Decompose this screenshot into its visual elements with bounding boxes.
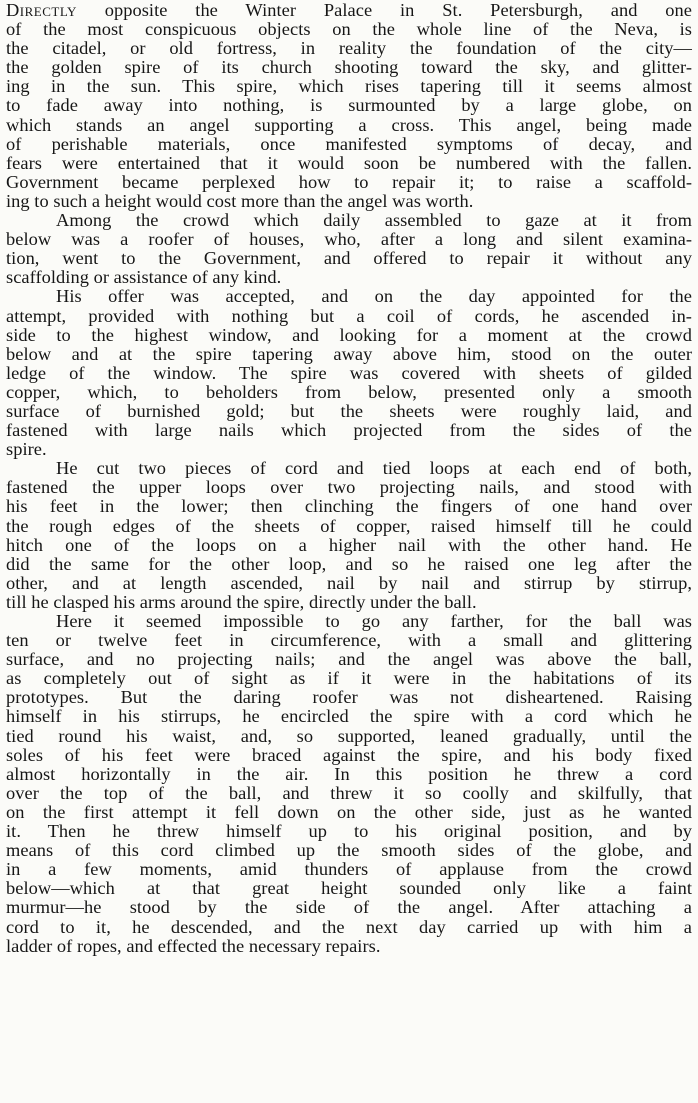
text-line: side to the highest window, and looking for a moment at the crowd (6, 324, 692, 345)
text-line (6, 1, 692, 20)
paragraph (6, 612, 692, 956)
text-line: ten or twelve feet in circumference, with a small and glittering (6, 630, 692, 651)
lead-word: Directly (6, 0, 77, 20)
text-line: as completely out of sight as if it were in the habitations of its (6, 668, 692, 689)
text-line: tion, went to the Government, and offered to repair it without any (6, 248, 692, 269)
text-line: the golden spire of its church shooting toward the sky, and glitter- (6, 57, 692, 78)
text-line: on the first attempt it fell down on the other side, just as he wanted (6, 801, 692, 822)
line-text: opposite the Winter Palace in St. Petersburgh, and one (76, 0, 692, 20)
text-line: till he clasped his arms around the spire, directly under the ball. (6, 591, 477, 612)
paragraph (6, 1, 692, 211)
text-line: His offer was accepted, and on the day appointed for the (56, 286, 692, 307)
text-line: copper, which, to beholders from below, presented only a smooth (6, 381, 692, 402)
text-line: ing to such a height would cost more than the angel was worth. (6, 190, 474, 211)
text-line: did the same for the other loop, and so he raised one leg after the (6, 553, 692, 574)
text-line: it. Then he threw himself up to his original position, and by (6, 821, 692, 842)
text-line: Government became perplexed how to repair it; to raise a scaffold- (6, 171, 692, 192)
text-line: ledge of the window. The spire was covered with sheets of gilded (6, 362, 692, 383)
text-line: which stands an angel supporting a cross. This angel, being made (6, 114, 692, 135)
text-line: fears were entertained that it would soon be numbered with the fallen. (6, 152, 692, 173)
text-line: below—which at that great height sounded only like a faint (6, 878, 692, 899)
paragraph (6, 287, 692, 459)
text-line: murmur—he stood by the side of the angel. After attaching a (6, 897, 692, 918)
text-line: over the top of the ball, and threw it so coolly and skilfully, that (6, 782, 692, 803)
text-line: cord to it, he descended, and the next day carried up with him a (6, 916, 692, 937)
text-line: tied round his waist, and, so supported, leaned gradually, until the (6, 725, 692, 746)
text-line: surface of burnished gold; but the sheets were roughly laid, and (6, 400, 692, 421)
text-line: attempt, provided with nothing but a coil of cords, he ascended in- (6, 305, 692, 326)
text-line: fastened with large nails which projected from the sides of the (6, 420, 692, 441)
text-line: Here it seemed impossible to go any farther, for the ball was (56, 611, 692, 631)
text-line: means of this cord climbed up the smooth sides of the globe, and (6, 840, 692, 861)
text-line: below was a roofer of houses, who, after a long and silent examina- (6, 229, 692, 250)
text-line: scaffolding or assistance of any kind. (6, 267, 282, 288)
text-line: almost horizontally in the air. In this position he threw a cord (6, 763, 692, 784)
text-line: Among the crowd which daily assembled to gaze at it from (56, 210, 692, 231)
text-line: the citadel, or old fortress, in reality the foundation of the city— (6, 38, 692, 59)
text-line: He cut two pieces of cord and tied loops at each end of both, (56, 458, 692, 479)
text-line: spire. (6, 439, 47, 460)
paragraph (6, 211, 692, 287)
text-line: below and at the spire tapering away above him, stood on the outer (6, 343, 692, 364)
text-line: surface, and no projecting nails; and the angel was above the ball, (6, 649, 692, 670)
text-line: in a few moments, amid thunders of applause from the crowd (6, 859, 692, 880)
text-line: fastened the upper loops over two projecting nails, and stood with (6, 477, 692, 498)
text-line: of the most conspicuous objects on the whole line of the Neva, is (6, 19, 692, 40)
text-line: to fade away into nothing, is surmounted by a large globe, on (6, 95, 692, 116)
text-line: ladder of ropes, and effected the necessary repairs. (6, 935, 381, 956)
article-body (6, 1, 692, 956)
text-line: prototypes. But the daring roofer was not disheartened. Raising (6, 687, 692, 708)
text-line: his feet in the lower; then clinching the fingers of one hand over (6, 496, 692, 517)
text-line: of perishable materials, once manifested symptoms of decay, and (6, 133, 692, 154)
text-line: the rough edges of the sheets of copper, raised himself till he could (6, 515, 692, 536)
text-line: ing in the sun. This spire, which rises tapering till it seems almost (6, 76, 692, 97)
text-line: hitch one of the loops on a higher nail with the other hand. He (6, 534, 692, 555)
paragraph (6, 459, 692, 612)
text-line: other, and at length ascended, nail by nail and stirrup by stirrup, (6, 572, 692, 593)
text-line: soles of his feet were braced against the spire, and his body fixed (6, 744, 692, 765)
text-line: himself in his stirrups, he encircled the spire with a cord which he (6, 706, 692, 727)
